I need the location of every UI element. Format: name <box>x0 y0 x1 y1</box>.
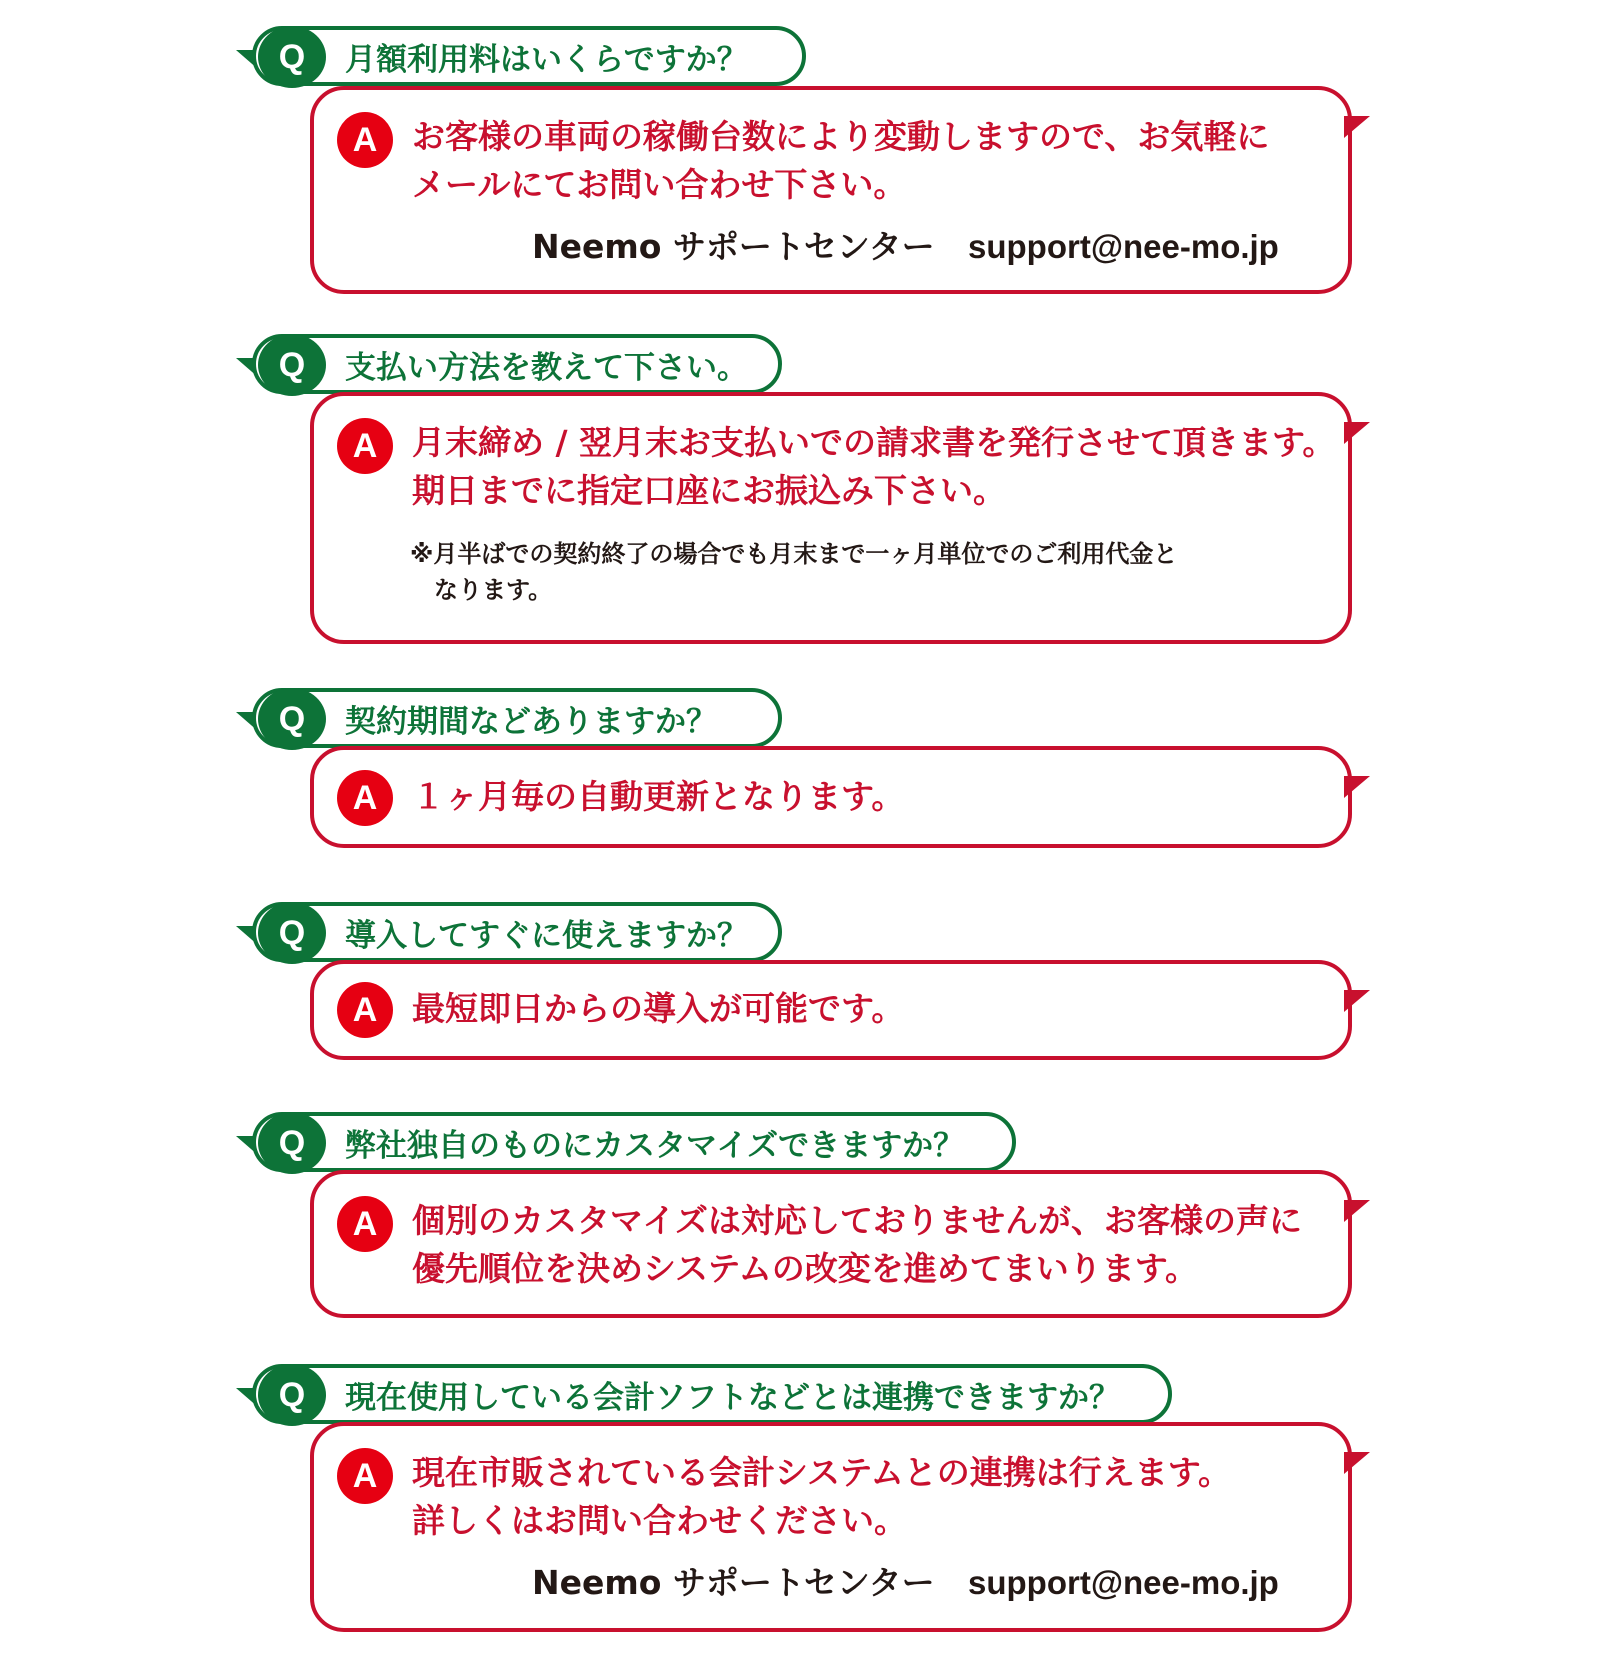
question-text: 支払い方法を教えて下さい。 <box>345 350 748 386</box>
answer-line: 優先順位を決めシステムの改変を進めてまいります。 <box>412 1249 1199 1288</box>
support-email-link[interactable]: support@nee-mo.jp <box>968 1564 1279 1601</box>
answer-line: 月末締め / 翌月末お支払いでの請求書を発行させて頂きます。 <box>412 423 1336 462</box>
answer-line: 詳しくはお問い合わせください。 <box>412 1501 907 1540</box>
question-badge-letter: Q <box>278 1376 306 1414</box>
answer-line: メールにてお問い合わせ下さい。 <box>412 165 907 204</box>
question-text: 弊社独自のものにカスタマイズできますか？ <box>345 1128 965 1164</box>
answer-line: １ヶ月毎の自動更新となります。 <box>412 777 905 816</box>
answer-badge-letter: A <box>352 1205 378 1243</box>
question-badge-letter: Q <box>278 700 306 738</box>
support-center-name: Neemo サポートセンター <box>532 1563 935 1602</box>
answer-line: 個別のカスタマイズは対応しておりませんが、お客様の声に <box>412 1201 1303 1240</box>
answer-bubble-tail <box>1344 776 1370 798</box>
question-badge-letter: Q <box>278 38 306 76</box>
answer-badge-letter: A <box>352 779 378 817</box>
answer-bubble-tail <box>1344 990 1370 1012</box>
answer-bubble-tail <box>1344 422 1370 444</box>
question-text: 導入してすぐに使えますか？ <box>345 918 748 954</box>
support-center-name: Neemo サポートセンター <box>532 227 935 266</box>
question-badge-letter: Q <box>278 346 306 384</box>
answer-line: お客様の車両の稼働台数により変動しますので、お気軽に <box>412 117 1270 156</box>
question-badge-letter: Q <box>278 1124 306 1162</box>
answer-bubble-tail <box>1344 116 1370 138</box>
answer-note: ※月半ばでの契約終了の場合でも月末まで一ヶ月単位でのご利用代金と <box>410 540 1178 568</box>
answer-badge-letter: A <box>352 1457 378 1495</box>
answer-bubble-tail <box>1344 1200 1370 1222</box>
question-text: 月額利用料はいくらですか？ <box>345 42 748 78</box>
answer-badge-letter: A <box>352 121 378 159</box>
answer-badge-letter: A <box>352 991 378 1029</box>
answer-badge-letter: A <box>352 427 378 465</box>
question-text: 現在使用している会計ソフトなどとは連携できますか？ <box>345 1380 1120 1416</box>
answer-note: なります。 <box>434 576 553 604</box>
answer-line: 最短即日からの導入が可能です。 <box>412 989 905 1028</box>
answer-line: 現在市販されている会計システムとの連携は行えます。 <box>412 1453 1232 1492</box>
support-email-link[interactable]: support@nee-mo.jp <box>968 228 1279 265</box>
answer-line: 期日までに指定口座にお振込み下さい。 <box>412 471 1006 510</box>
answer-bubble-tail <box>1344 1452 1370 1474</box>
answer-bubble <box>310 1170 1352 1318</box>
question-badge-letter: Q <box>278 914 306 952</box>
question-text: 契約期間などありますか？ <box>345 704 717 740</box>
